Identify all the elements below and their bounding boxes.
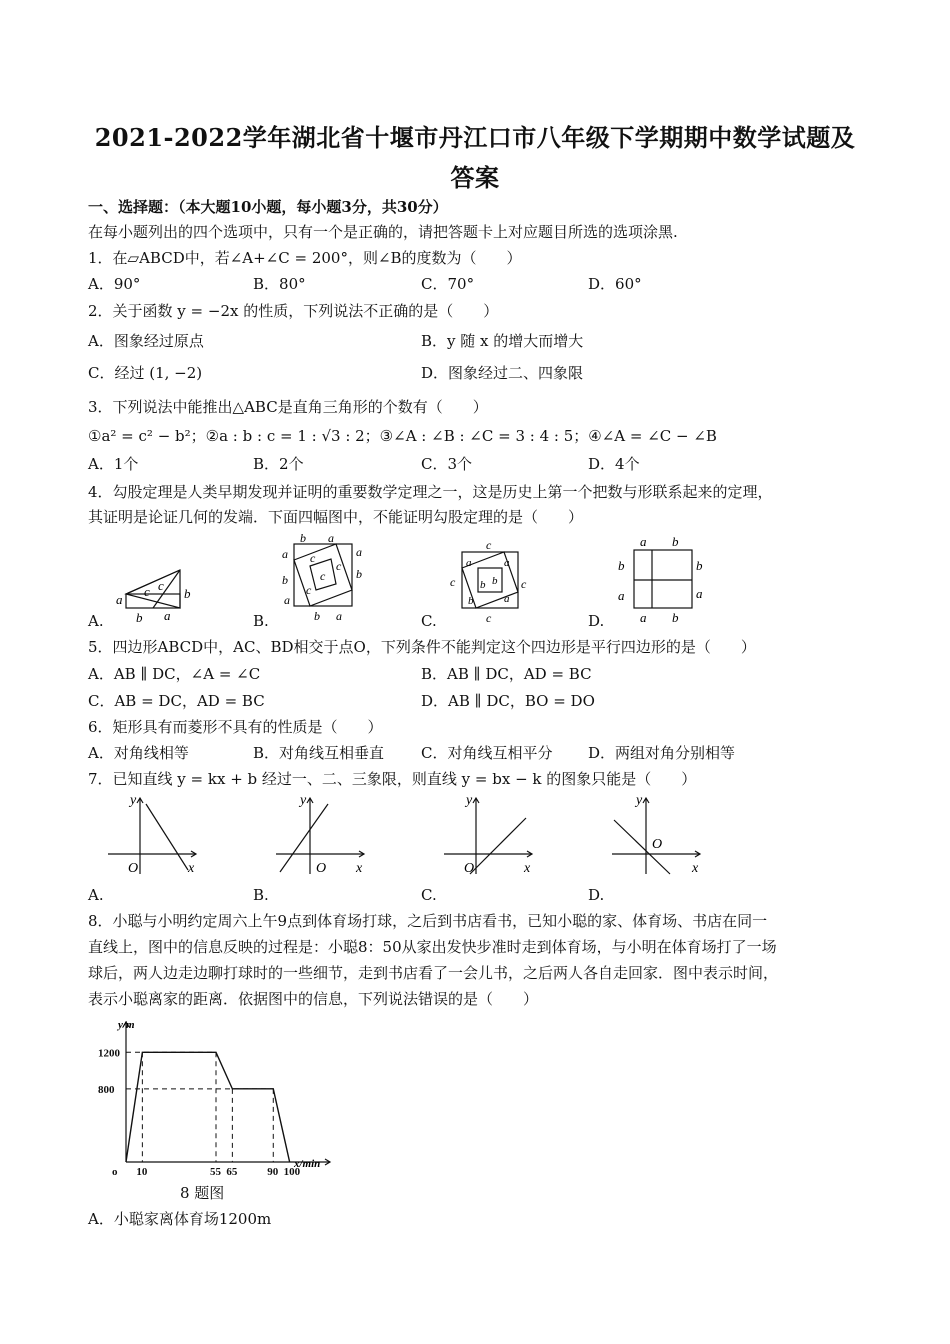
- label-c: c: [306, 583, 312, 597]
- label-a: a: [116, 592, 123, 607]
- label-a: a: [640, 610, 647, 625]
- q1-option-d: D．60°: [588, 275, 642, 293]
- q2-option-c: C．经过 (1, −2): [88, 364, 203, 382]
- q5-option-d: D．AB ∥ DC，BO = DO: [421, 692, 595, 710]
- q4-option-d: D.: [588, 612, 605, 630]
- section-heading: 一、选择题：（本大题10小题，每小题3分，共30分）: [88, 198, 448, 216]
- q1-option-a: A．90°: [88, 275, 141, 293]
- q7-graph-b: [272, 792, 372, 876]
- q2-stem: 2．关于函数 y = −2x 的性质，下列说法不正确的是（ ）: [88, 302, 499, 320]
- axis-x-label: x: [692, 861, 699, 876]
- q8-stem-line3: 球后，两人边走边聊打球时的一些细节，走到书店看了一会儿书，之后两人各自走回家．图中表示时间，: [88, 964, 779, 982]
- label-b: b: [618, 558, 625, 573]
- label-a: a: [356, 545, 362, 559]
- q4-option-a: A.: [88, 612, 104, 630]
- y-tick-label: 800: [98, 1083, 115, 1096]
- label-c: c: [320, 569, 326, 583]
- q3-option-a: A．1个: [88, 455, 139, 473]
- x-tick-label: 10: [136, 1166, 148, 1178]
- q6-option-d: D．两组对角分别相等: [588, 744, 736, 762]
- q8-stem-line2: 直线上，图中的信息反映的过程是：小聪8：50从家出发快步准时走到体育场，与小明在体育场打了一场: [88, 938, 777, 956]
- q6-option-c: C．对角线互相平分: [421, 744, 553, 762]
- label-a: a: [640, 534, 647, 549]
- q3-items: ①a² = c² − b²；②a : b : c = 1 : √3 : 2；③∠A : ∠B : ∠C = 3 : 4 : 5；④∠A = ∠C − ∠B: [88, 427, 717, 445]
- q3-stem: 3．下列说法中能推出△ABC是直角三角形的个数有（ ）: [88, 398, 488, 416]
- label-b: b: [282, 573, 288, 587]
- title-line-1: 2021-2022学年湖北省十堰市丹江口市八年级下学期期中数学试题及: [94, 123, 856, 152]
- label-b: b: [314, 609, 320, 622]
- x-tick-label: 55: [210, 1166, 221, 1178]
- label-b: b: [468, 595, 474, 607]
- label-c: c: [486, 611, 492, 624]
- q1-option-b: B．80°: [253, 275, 306, 293]
- q7-option-a: A.: [88, 886, 104, 904]
- label-a: a: [504, 593, 510, 605]
- page-title: [60, 118, 890, 198]
- label-b: b: [356, 567, 362, 581]
- x-tick-label: 100: [283, 1166, 301, 1178]
- label-a: a: [504, 557, 510, 569]
- q4-stem-line1: 4．勾股定理是人类早期发现并证明的重要数学定理之一，这是历史上第一个把数与形联系起来的定理，: [88, 483, 773, 501]
- title-line-2: 答案: [450, 163, 500, 192]
- q4-figure-a: [108, 560, 198, 626]
- label-c: c: [158, 578, 164, 593]
- q4-figure-d: [608, 534, 712, 626]
- axis-y-label: y: [466, 793, 473, 808]
- q4-option-b: B.: [253, 612, 269, 630]
- axis-y-label: y: [636, 793, 643, 808]
- label-b: b: [136, 610, 143, 625]
- label-b: b: [184, 586, 191, 601]
- label-a: a: [164, 608, 171, 623]
- label-a: a: [696, 586, 703, 601]
- q3-option-b: B．2个: [253, 455, 304, 473]
- q4-figure-c: [446, 538, 532, 624]
- q7-option-b: B.: [253, 886, 269, 904]
- q7-stem: 7．已知直线 y = kx + b 经过一、二、三象限，则直线 y = bx − k 的图象只能是（ ）: [88, 770, 697, 788]
- origin-label: O: [652, 837, 663, 852]
- q4-stem-line2: 其证明是论证几何的发端．下面四幅图中，不能证明勾股定理的是（ ）: [88, 508, 584, 526]
- q8-figure-caption: 8 题图: [180, 1184, 225, 1202]
- label-c: c: [310, 551, 316, 565]
- chart-guides: [126, 1052, 273, 1162]
- q7-graph-a: [104, 792, 204, 876]
- origin-label: O: [464, 861, 475, 876]
- label-b: b: [300, 532, 306, 545]
- q1-option-c: C．70°: [421, 275, 475, 293]
- label-b: b: [696, 558, 703, 573]
- label-c: c: [450, 575, 456, 589]
- y-axis-label: y/m: [118, 1019, 135, 1031]
- label-b: b: [480, 579, 486, 591]
- q7-option-c: C.: [421, 886, 437, 904]
- q2-option-b: B．y 随 x 的增大而增大: [421, 332, 584, 350]
- q7-graph-d: [608, 792, 708, 876]
- axis-x-label: x: [356, 861, 363, 876]
- x-tick-label: o: [112, 1166, 118, 1178]
- q8-stem-line4: 表示小聪离家的距离．依据图中的信息，下列说法错误的是（ ）: [88, 990, 539, 1008]
- axis-y-label: y: [130, 793, 137, 808]
- q2-option-d: D．图象经过二、四象限: [421, 364, 584, 382]
- q5-stem: 5．四边形ABCD中，AC、BD相交于点O，下列条件不能判定这个四边形是平行四边形的是（ ）: [88, 638, 756, 656]
- q8-stem-line1: 8．小聪与小明约定周六上午9点到体育场打球，之后到书店看书，已知小聪的家、体育场、书店在同一: [88, 912, 768, 930]
- axis-x-label: x: [188, 861, 195, 876]
- label-c: c: [144, 584, 150, 599]
- chart-tick-labels: [98, 1047, 301, 1178]
- q4-figure-b: [276, 532, 372, 622]
- label-c: c: [486, 538, 492, 552]
- q3-option-d: D．4个: [588, 455, 640, 473]
- q4-option-c: C.: [421, 612, 437, 630]
- label-b: b: [672, 610, 679, 625]
- label-c: c: [521, 577, 527, 591]
- origin-label: O: [316, 861, 327, 876]
- q7-graph-c: [440, 792, 540, 876]
- q5-option-c: C．AB = DC，AD = BC: [88, 692, 265, 710]
- q2-option-a: A．图象经过原点: [88, 332, 204, 350]
- y-tick-label: 1200: [98, 1047, 120, 1060]
- q6-stem: 6．矩形具有而菱形不具有的性质是（ ）: [88, 718, 383, 736]
- label-a: a: [466, 557, 472, 569]
- q8-option-a: A．小聪家离体育场1200m: [88, 1210, 272, 1228]
- chart-axes: [123, 1022, 330, 1165]
- x-tick-label: 90: [267, 1166, 279, 1178]
- label-b: b: [672, 534, 679, 549]
- x-tick-label: 65: [226, 1166, 238, 1178]
- axis-x-label: x: [524, 861, 531, 876]
- series-distance-line: [126, 1052, 290, 1162]
- origin-label: O: [128, 861, 139, 876]
- q6-option-a: A．对角线相等: [88, 744, 189, 762]
- label-a: a: [328, 532, 334, 545]
- axis-y-label: y: [300, 793, 307, 808]
- q5-option-b: B．AB ∥ DC，AD = BC: [421, 665, 592, 683]
- q3-option-c: C．3个: [421, 455, 473, 473]
- q1-stem: 1．在▱ABCD中，若∠A+∠C = 200°，则∠B的度数为（ ）: [88, 249, 522, 267]
- q7-option-d: D.: [588, 886, 605, 904]
- q6-option-b: B．对角线互相垂直: [253, 744, 385, 762]
- q5-option-a: A．AB ∥ DC，∠A = ∠C: [88, 665, 261, 683]
- label-a: a: [284, 593, 290, 607]
- q8-distance-time-chart: [88, 1016, 334, 1178]
- label-c: c: [336, 559, 342, 573]
- label-a: a: [618, 588, 625, 603]
- label-b: b: [492, 575, 498, 587]
- x-axis-label: x/min: [294, 1158, 321, 1170]
- instruction-text: 在每小题列出的四个选项中，只有一个是正确的，请把答题卡上对应题目所选的选项涂黑.: [88, 223, 678, 241]
- label-a: a: [282, 547, 288, 561]
- label-a: a: [336, 609, 342, 622]
